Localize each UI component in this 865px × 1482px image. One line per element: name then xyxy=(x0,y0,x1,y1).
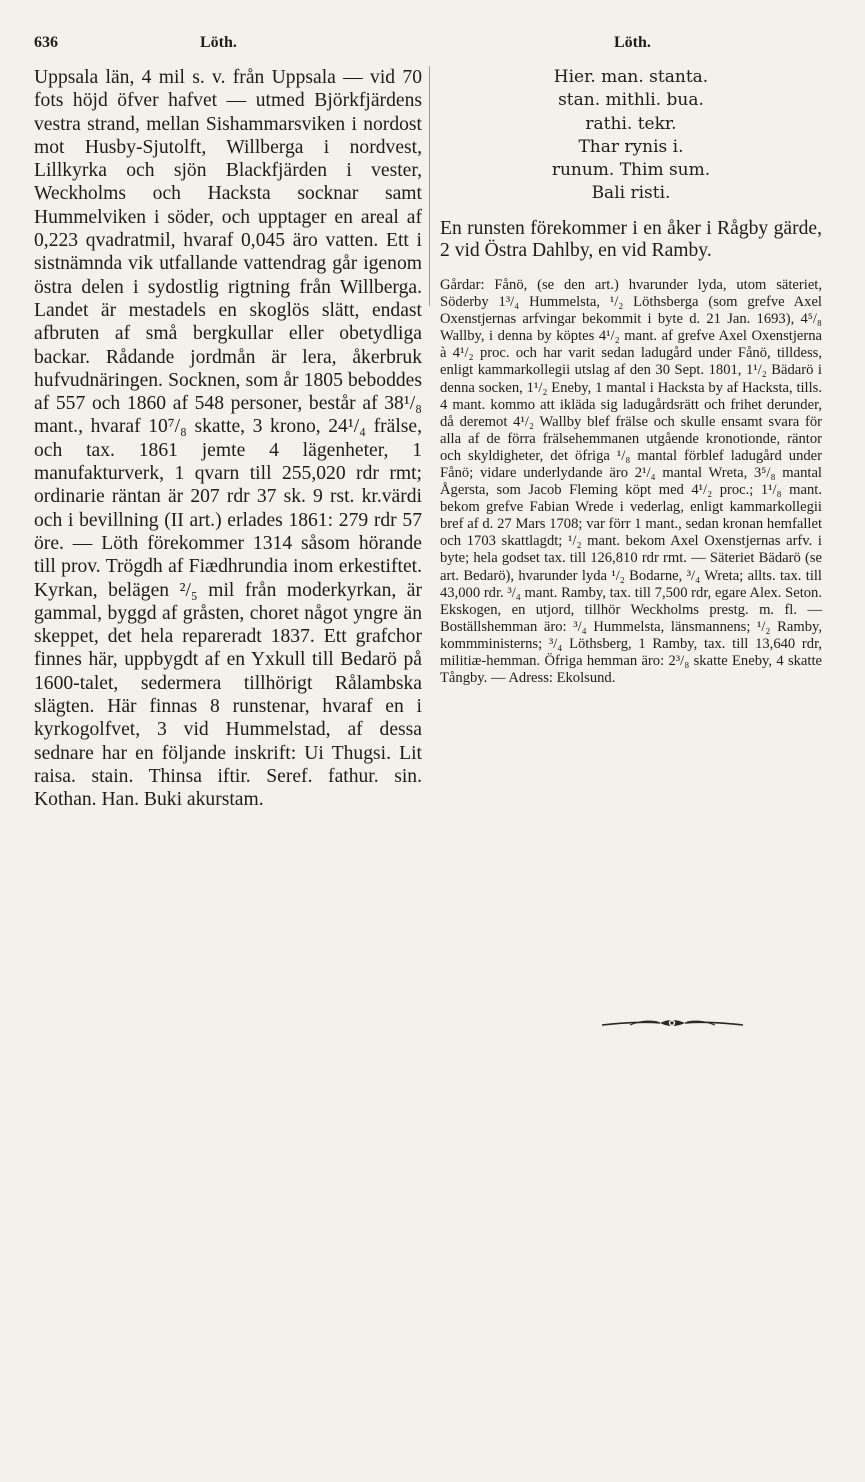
runic-line: rathi. tekr. xyxy=(585,113,677,134)
runic-line: Hier. man. stanta. xyxy=(553,67,709,87)
column-rule xyxy=(429,66,430,306)
left-column xyxy=(34,66,422,812)
right-column xyxy=(440,66,822,687)
running-head-right: Löth. xyxy=(614,34,651,51)
runic-line: runum. Thim sum. xyxy=(551,160,711,181)
runic-line: stan. mithli. bua. xyxy=(558,90,704,111)
decorative-rule-ornament xyxy=(600,1015,745,1034)
runic-line: Thar rynis i. xyxy=(578,136,684,157)
runic-line: Bali risti. xyxy=(591,183,671,204)
farms-paragraph: Gårdar: Fånö, (se den art.) hvarunder lyda, utom säteriet, Söderby 1³/₄ Hummelsta, ¹/₂ Löthsberga (som grefve Axel Oxenstjernas arfvingar bekommit i byte d. 21 Jan. 1693), 4⁵/₈ Wallby, i denna by köptes 4¹/₂ mant. af grefve Axel Oxenstjerna à 4¹/₂ proc. och har varit sedan ladugård under Fånö, tilldess, enligt kammarkollegii utslag af den 30 Sept. 1801, 1¹/₂ Bädarö i denna socken, 1¹/₂ Eneby, 1 mantal i Hacksta by af Hacksta, tills. 4 mant. kommo att ikläda sig ladugårdsrätt och frihet derunder, då deremot 4¹/₂ Wallby blef frälse och skulle ensamt svara för alla af de förra frälsehemmanen utgående kronotionde, räntor och skyldigheter, det öfriga ¹/₈ mantal förblef ladugård under Fånö; vidare underlydande äro 2¹/₄ mantal Wreta, 3⁵/₈ mantal Ågersta, som Jacob Fleming köpt med 4¹/₂ proc.; 1¹/₈ mant. bekom grefve Fabian Wrede i vederlag, enligt kammarkollegii bref af d. 27 Mars 1708; var förr 1 mant., sedan kronan hemfallet och 1703 skattlagdt; ¹/₂ mant. bekom Axel Oxenstjernas arfv. i byte; hela godset tax. till 126,810 rdr rmt. — Säteriet Bädarö (se art. Bedarö), hvarunder lyda ¹/₂ Bodarne, ³/₄ Wreta; allts. tax. till 43,000 rdr. ³/₄ mant. Ramby, tax. till 7,500 rdr, egare Alex. Seton. Ekskogen, en utjord, tillhör Weckholms prestg. m. fl. — Boställshemman äro: ³/₄ Hummelsta, länsmannens; ¹/₂ Ramby, kommministerns; ³/₄ Löthsberg, 1 Ramby, tax. till 13,640 rdr, militiæ-hemman. Öfriga hemman äro: 2³/₈ skatte Eneby, 4 skatte Tångby. — Adress: Ekolsund. xyxy=(440,276,822,687)
running-head-left: Löth. xyxy=(200,34,237,51)
ornament-icon xyxy=(600,1016,745,1030)
page-number: 636 xyxy=(34,34,58,51)
runestone-paragraph: En runsten förekommer i en åker i Rågby gärde, 2 vid Östra Dahlby, en vid Ramby. xyxy=(440,217,822,262)
body-text-left: Uppsala län, 4 mil s. v. från Uppsala — vid 70 fots höjd öfver hafvet — utmed Björkfjärdens vestra strand, mellan Sishammarsviken i nordost mot Husby-Sjutolft, Willberga i nordvest, Lillkyrka och sjön Blackfjärden i vester, Weckholms och Hacksta socknar samt Hummelviken i söder, och upptager en areal af 0,223 qvadratmil, hvaraf 0,045 äro vatten. Ett i sistnämnda vik utfallande vattendrag går igenom östra delen i sydostlig rigtning från Willberga. Landet är mestadels en skoglös slätt, endast afbruten af små bergkullar eller obetydliga backar. Rådande jordmån är lera, åkerbruk hufvudnäringen. Socknen, som år 1805 beboddes af 557 och 1860 af 548 personer, består af 38¹/₈ mant., hvaraf 10⁷/₈ skatte, 3 krono, 24¹/₄ frälse, och tax. 1861 jemte 4 lägenheter, 1 manufakturverk, 1 qvarn till 255,020 rdr rmt; ordinarie räntan är 207 rdr 37 sk. 9 rst. kr.värdi och i bevillning (II art.) erlades 1861: 279 rdr 57 öre. — Löth förekommer 1314 såsom hörande till prov. Trögdh af Fiædhrundia inom erkestiftet. Kyrkan, belägen ²/₅ mil från moderkyrkan, är gammal, byggd af gråsten, choret något yngre än skeppet, det hela repareradt 1837. Ett grafchor finnes här, uppbygdt af en Yxkull till Bedarö på 1600-talet, sedermera tillhörigt Rålambska slägten. Här finnas 8 runstenar, hvaraf en i kyrkogolfvet, 3 vid Hummelstad, af dessa sednare har en följande inskrift: Ui Thugsi. Lit raisa. stain. Thinsa iftir. Seref. fathur. sin. Kothan. Han. Buki akurstam. xyxy=(34,67,422,811)
runic-inscription xyxy=(440,66,822,206)
